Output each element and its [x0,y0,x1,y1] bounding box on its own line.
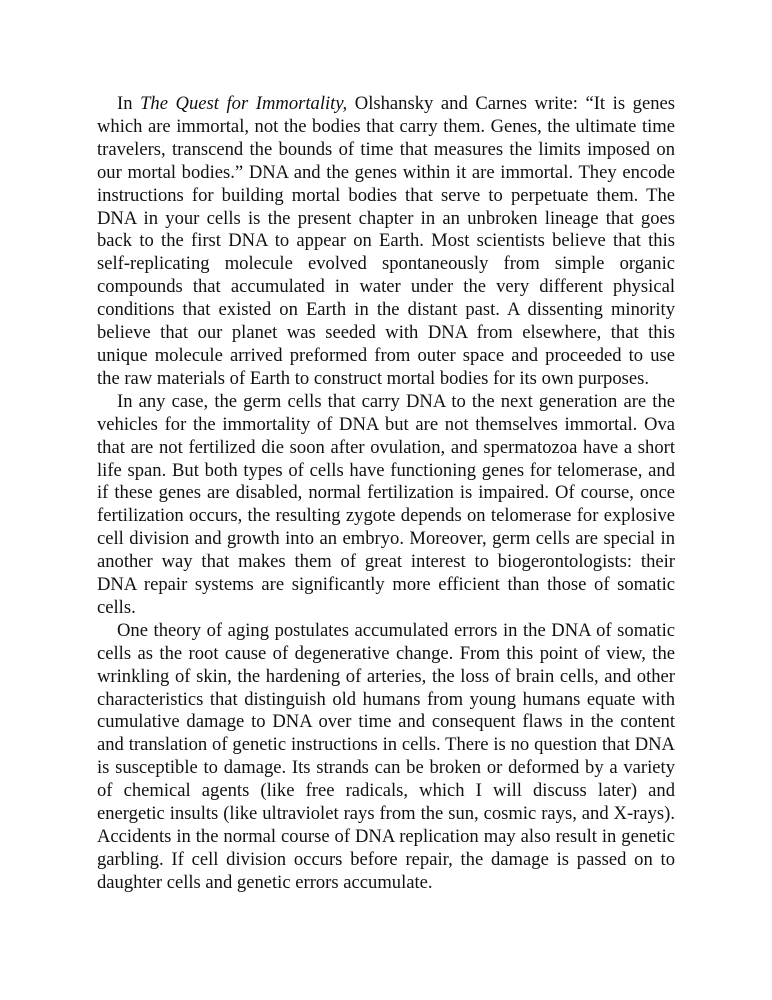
paragraph-2-text: In any case, the germ cells that carry DNA to the next generation are the vehicles for the immortality of DNA but are not themselves immortal. Ova that are not fertilized die soon after ovulation, and spermatozoa have a short life span. But both types of cells have functioning genes for telomerase, and if these genes are disabled, normal fertilization is impaired. Of course, once fertilization occurs, the resulting zygote depends on telomerase for explosive cell division and growth into an embryo. Moreover, germ cells are special in another way that makes them of great interest to biogerontologists: their DNA repair systems are significantly more efficient than those of somatic cells. [97,390,675,618]
book-title: The Quest for Immortality, [140,93,348,114]
paragraph-1 [97,93,675,391]
paragraph-1-text: Olshansky and Carnes write: “It is genes which are immortal, not the bodies that carry them. Genes, the ultimate time travelers, transcend the bounds of time that measures the limits imposed on our mortal bodies.” DNA and the genes within it are immortal. They encode instructions for building mortal bodies that serve to perpetuate them. The DNA in your cells is the present chapter in an unbroken lineage that goes back to the first DNA to appear on Earth. Most scientists believe that this self-replicating molecule evolved spontaneously from simple organic compounds that accumulated in water under the very different physical conditions that existed on Earth in the distant past. A dissenting minority believe that our planet was seeded with DNA from elsewhere, that this unique molecule arrived preformed from outer space and proceeded to use the raw materials of Earth to construct mortal bodies for its own purposes. [97,93,675,389]
document-page [97,93,675,895]
paragraph-1-intro: In [117,93,141,114]
paragraph-3-text: One theory of aging postulates accumulated errors in the DNA of somatic cells as the root cause of degenerative change. From this point of view, the wrinkling of skin, the hardening of arteries, the loss of brain cells, and other characteristics that distinguish old humans from young humans equate with cumulative damage to DNA over time and consequent flaws in the content and translation of genetic instructions in cells. There is no question that DNA is susceptible to damage. Its strands can be broken or deformed by a variety of chemical agents (like free radicals, which I will discuss later) and energetic insults (like ultraviolet rays from the sun, cosmic rays, and X-rays). Accidents in the normal course of DNA replication may also result in genetic garbling. If cell division occurs before repair, the damage is passed on to daughter cells and genetic errors accumulate. [97,619,675,893]
paragraph-2 [97,391,675,620]
paragraph-3 [97,620,675,895]
